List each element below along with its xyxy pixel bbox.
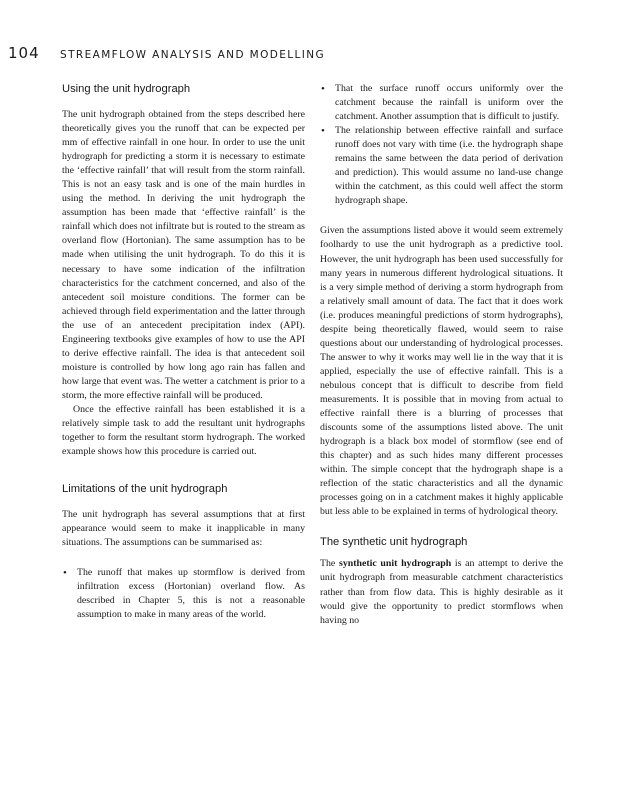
text-span: is an attempt to derive the unit hydrograph from measurable catchment characteristics rather than from flow data. This is highly desirable as it would give the opportunity to predict stormflows when having no	[320, 558, 564, 626]
text-span: The	[320, 558, 339, 570]
assumptions-list	[62, 566, 305, 622]
paragraph: The unit hydrograph has several assumptions that at first appearance would seem to make it inapplicable in many situations. The assumptions can be summarised as:	[62, 509, 305, 549]
paragraph: The unit hydrograph obtained from the steps described here theoretically gives you the runoff that can be expected per mm of effective rainfall in one hour. In order to use the unit hydrograph for predicting a storm it is necessary to estimate the ‘effective rainfall’ that will result from the storm rainfall. This is not an easy task and is one of the main hurdles in using the method. In deriving the unit hydrograph the assumption has been made that ‘effective rainfall’ is the rainfall which does not infiltrate but is routed to the stream as overland flow (Hortonian). The same assumption has to be made when utilising the unit hydrograph. To do this it is necessary to have some indication of the infiltration characteristics for the catchment concerned, and also of the antecedent soil moisture conditions. The former can be achieved through field experimentation and the latter through the use of an antecedent precipitation index (API). Engineering textbooks give examples of how to use the API to derive effective rainfall. The idea is that antecedent soil moisture is controlled by how long ago rain has fallen and how large that event was. The wetter a catchment is prior to a storm, the more effective rainfall will be produced.	[62, 109, 305, 401]
paragraph: Once the effective rainfall has been established it is a relatively simple task to add the resultant unit hydrographs together to form the resultant storm hydrograph. The worked example shows how this procedure is carried out.	[62, 403, 305, 458]
page-number: 104	[8, 44, 40, 62]
section-heading-synthetic-unit-hydrograph: The synthetic unit hydrograph	[320, 536, 468, 549]
running-head: STREAMFLOW ANALYSIS AND MODELLING	[60, 49, 326, 61]
paragraph: Given the assumptions listed above it would seem extremely foolhardy to use the unit hydrograph as a predictive tool. However, the unit hydrograph has been used successfully for many years in numerous different hydrological situations. It is a very simple method of deriving a storm hydrograph from a relatively small amount of data. The fact that it does work (i.e. produces meaningful predictions of storm hydrographs), despite being theoretically flawed, would seem to raise questions about our understanding of hydrological processes. The answer to why it works may well lie in the way that it is applied, especially the use of effective rainfall. This is a nebulous concept that is difficult to describe from field measurements. It is possible that in moving from actual to effective rainfall there is a blurring of processes that discounts some of the assumptions listed above. The unit hydrograph is a black box model of stormflow (see end of this chapter) and as such hides many different processes within. The simple concept that the hydrograph shape is a reflection of the static characteristics and all the dynamic processes going on in a catchment makes it highly applicable but less able to be explained in terms of hydrological theory.	[320, 225, 563, 518]
list-item: • The runoff that makes up stormflow is derived from infiltration excess (Hortonian) overland flow. As described in Chapter 5, this is not a reasonable assumption to make in many areas of the world.	[62, 566, 305, 622]
assumptions-list-continued	[320, 82, 563, 208]
section-heading-using-unit-hydrograph: Using the unit hydrograph	[62, 83, 191, 95]
section-heading-limitations: Limitations of the unit hydrograph	[62, 483, 228, 496]
list-item: • That the surface runoff occurs uniformly over the catchment because the rainfall is uniform over the catchment. Another assumption that is difficult to justify.	[320, 82, 563, 124]
left-column	[62, 82, 305, 623]
list-item: • The relationship between effective rainfall and surface runoff does not vary with time (i.e. the hydrograph shape remains the same between the data period of derivation and prediction). This would assume no land-use change within the catchment, as this could well affect the storm hydrograph shape.	[320, 124, 563, 208]
paragraph	[320, 557, 563, 627]
right-column	[320, 82, 563, 628]
key-term: synthetic unit hydrograph	[339, 558, 452, 570]
page-header	[8, 44, 608, 64]
